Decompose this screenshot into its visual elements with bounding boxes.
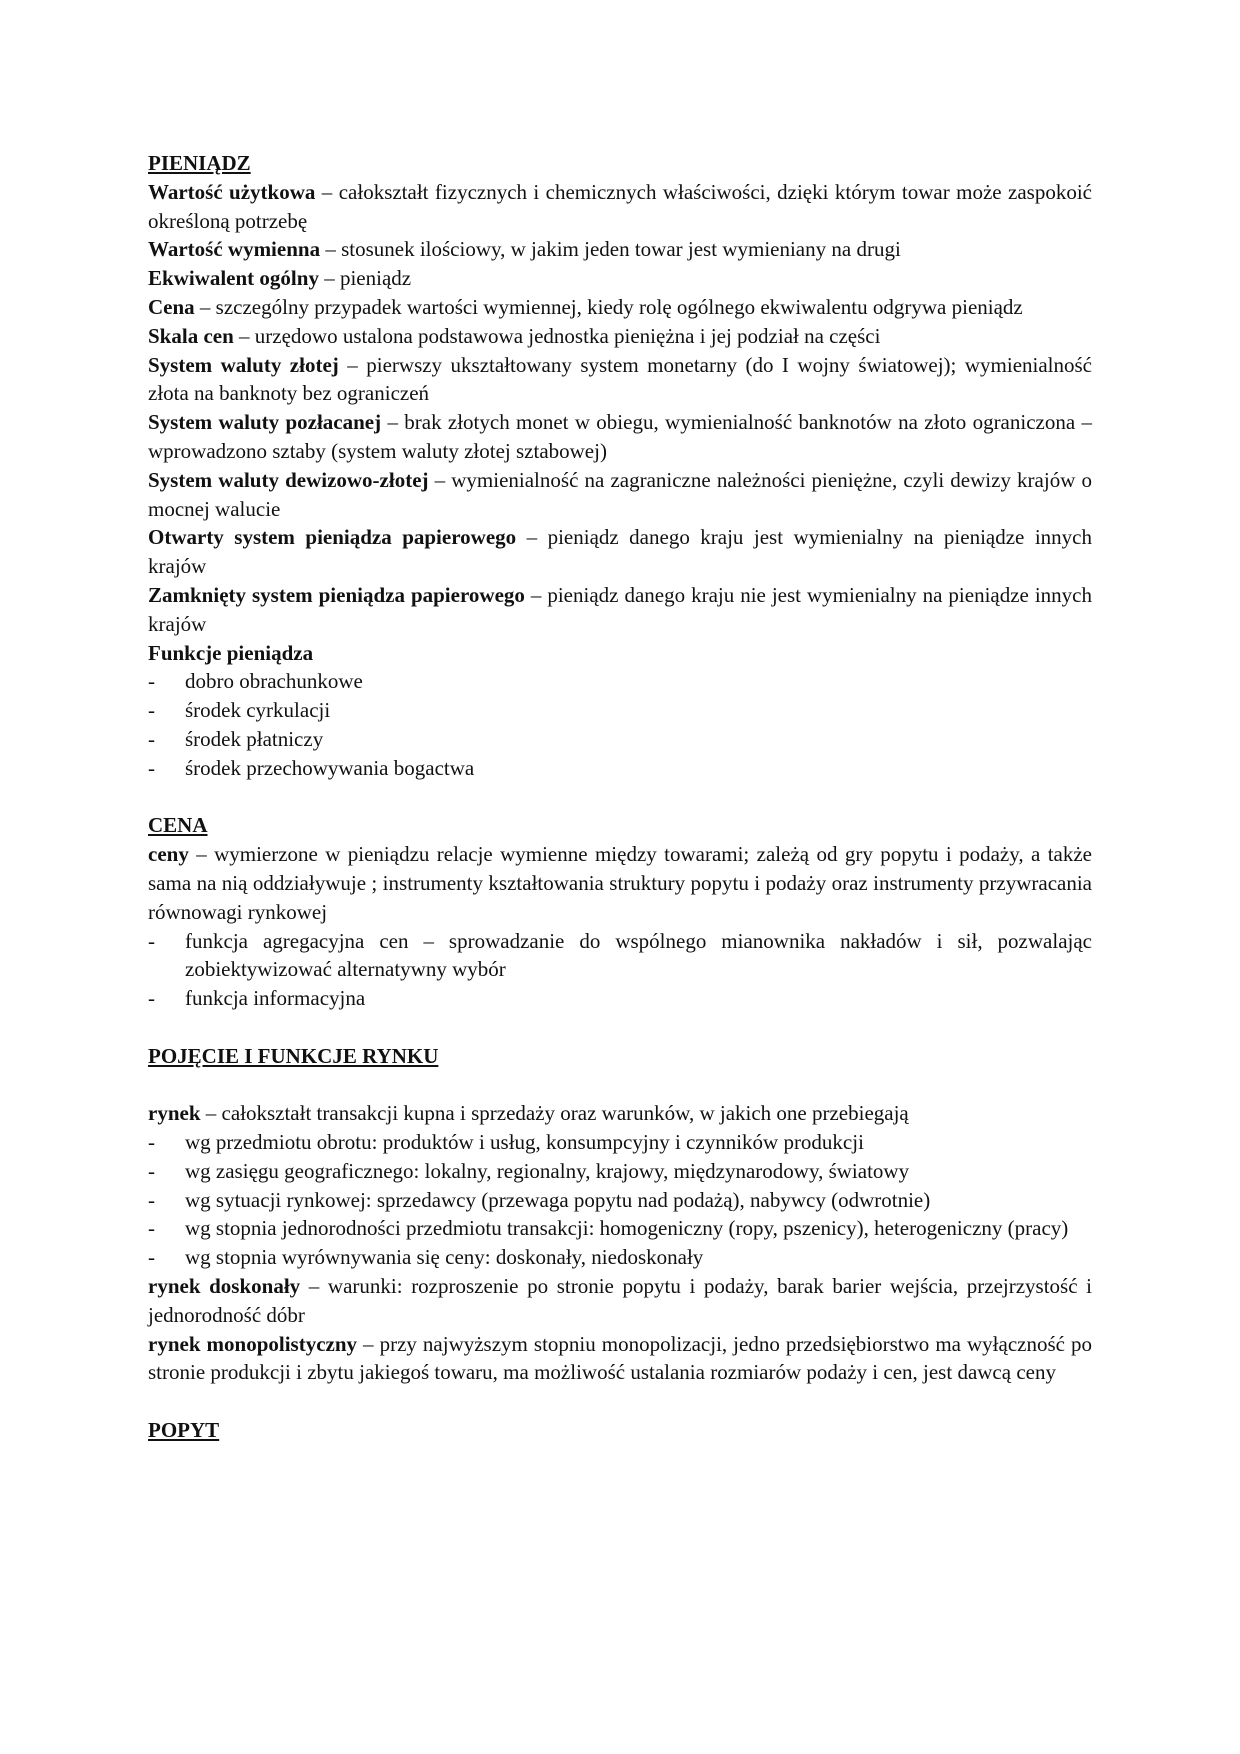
definition-text: – szczególny przypadek wartości wymiennej, kiedy rolę ogólnego ekwiwalentu odgrywa pieniądz: [194, 294, 1023, 319]
definition-system-waluty-pozlacanej: [148, 408, 1092, 466]
definition-term: System waluty złotej: [148, 352, 339, 377]
definition-text: – całokształt transakcji kupna i sprzedaży oraz warunków, w jakich one przebiegają: [200, 1101, 909, 1126]
list-item: - środek przechowywania bogactwa: [148, 754, 1092, 783]
definition-text: – brak złotych monet w obiegu, wymienialność banknotów na złoto ograniczona – wprowadzono sztaby (system waluty złotej sztabowej): [148, 410, 1092, 463]
definition-cena: [148, 293, 1092, 322]
definition-text: – stosunek ilościowy, w jakim jeden towar jest wymieniany na drugi: [320, 237, 901, 262]
list-item: - wg stopnia jednorodności przedmiotu transakcji: homogeniczny (ropy, pszenicy), heterogeniczny (pracy): [148, 1214, 1092, 1243]
list-item: - dobro obrachunkowe: [148, 667, 1092, 696]
section-heading-pieniadz: PIENIĄDZ: [148, 151, 251, 175]
section-heading-rynek: POJĘCIE I FUNKCJE RYNKU: [148, 1043, 439, 1068]
definition-term: Ekwiwalent ogólny: [148, 266, 319, 291]
definition-term: System waluty pozłacanej: [148, 410, 382, 435]
definition-text: – pieniądz danego kraju nie jest wymienialny na pieniądze innych krajów: [148, 582, 1092, 636]
cena-list: [148, 927, 1092, 1013]
definition-zamkniety-system: [148, 581, 1092, 639]
definition-term: rynek doskonały: [148, 1274, 301, 1299]
definition-text: – przy najwyższym stopniu monopolizacji, jedno przedsiębiorstwo ma wyłączność po stronie produkcji i zbytu jakiegoś towaru, ma możliwość ustalania rozmiarów podaży i cen, jest dawcą ceny: [148, 1331, 1092, 1385]
definition-term: rynek: [148, 1101, 201, 1126]
definition-text: – pierwszy ukształtowany system monetarny (do I wojny światowej); wymienialność złota na banknoty bez ograniczeń: [148, 352, 1093, 406]
functions-list: [148, 667, 1092, 782]
blank-line: [148, 1013, 1092, 1042]
definition-text: – wymienialność na zagraniczne należności pieniężne, czyli dewizy krajów o mocnej walucie: [148, 467, 1092, 521]
section-heading-cena: CENA: [148, 813, 208, 838]
list-item: - wg stopnia wyrównywania się ceny: doskonały, niedoskonały: [148, 1243, 1092, 1272]
definition-text: – urzędowo ustalona podstawowa jednostka pieniężna i jej podział na części: [233, 323, 881, 348]
definition-wartosc-wymienna: [148, 235, 1092, 264]
section-heading-popyt: POPYT: [148, 1418, 220, 1443]
definition-term: Zamknięty system pieniądza papierowego: [148, 582, 525, 607]
definition-text: – pieniądz: [318, 266, 412, 291]
list-item: - środek cyrkulacji: [148, 696, 1092, 725]
definition-rynek: [148, 1099, 1092, 1128]
definition-term: rynek monopolistyczny: [148, 1331, 358, 1356]
blank-line: [148, 783, 1092, 812]
blank-line: [148, 1071, 1092, 1100]
definition-term: ceny: [148, 842, 189, 867]
rynek-list: [148, 1128, 1092, 1272]
definition-text: – warunki: rozproszenie po stronie popytu i podaży, barak barier wejścia, przejrzystość i jednorodność dóbr: [148, 1274, 1092, 1327]
definition-text: – pieniądz danego kraju jest wymienialny na pieniądze innych krajów: [148, 525, 1092, 579]
definition-term: System waluty dewizowo-złotej: [148, 467, 429, 492]
definition-term: Cena: [148, 294, 195, 319]
definition-term: Wartość użytkowa: [148, 179, 316, 204]
definition-text: – całokształt fizycznych i chemicznych właściwości, dzięki którym towar może zaspokoić określoną potrzebę: [148, 179, 1092, 233]
list-item: - funkcja informacyjna: [148, 984, 1092, 1013]
definition-wartosc-uzytkowa: [148, 178, 1092, 236]
blank-line: [148, 1387, 1092, 1416]
definition-rynek-doskonaly: [148, 1272, 1092, 1330]
definition-system-waluty-dewizowo-zlotej: [148, 466, 1092, 524]
definition-rynek-monopolistyczny: [148, 1330, 1092, 1388]
list-item: - wg zasięgu geograficznego: lokalny, regionalny, krajowy, międzynarodowy, światowy: [148, 1157, 1092, 1186]
definition-skala-cen: [148, 322, 1092, 351]
definition-term: Wartość wymienna: [148, 237, 321, 262]
list-item: - wg sytuacji rynkowej: sprzedawcy (przewaga popytu nad podażą), nabywcy (odwrotnie): [148, 1186, 1092, 1215]
list-item: - wg przedmiotu obrotu: produktów i usług, konsumpcyjny i czynników produkcji: [148, 1128, 1092, 1157]
definition-term: Otwarty system pieniądza papierowego: [148, 525, 517, 550]
definition-text: – wymierzone w pieniądzu relacje wymienne między towarami; zależą od gry popytu i podaży, a także sama na nią oddziaływuje ; instrumenty kształtowania struktury popytu i podaży oraz instrumenty przywracania równowagi rynkowej: [148, 842, 1092, 924]
list-item: - środek płatniczy: [148, 725, 1092, 754]
definition-otwarty-system: [148, 523, 1092, 581]
definition-system-waluty-zlotej: [148, 351, 1092, 409]
definition-ekwiwalent-ogolny: [148, 264, 1092, 293]
list-item: - funkcja agregacyjna cen – sprowadzanie do wspólnego mianownika nakładów i sił, pozwalając zobiektywizować alternatywny wybór: [148, 927, 1092, 985]
definition-ceny: [148, 840, 1092, 926]
document-page: [148, 149, 1092, 1445]
functions-title: Funkcje pieniądza: [148, 640, 314, 665]
definition-term: Skala cen: [148, 323, 234, 348]
